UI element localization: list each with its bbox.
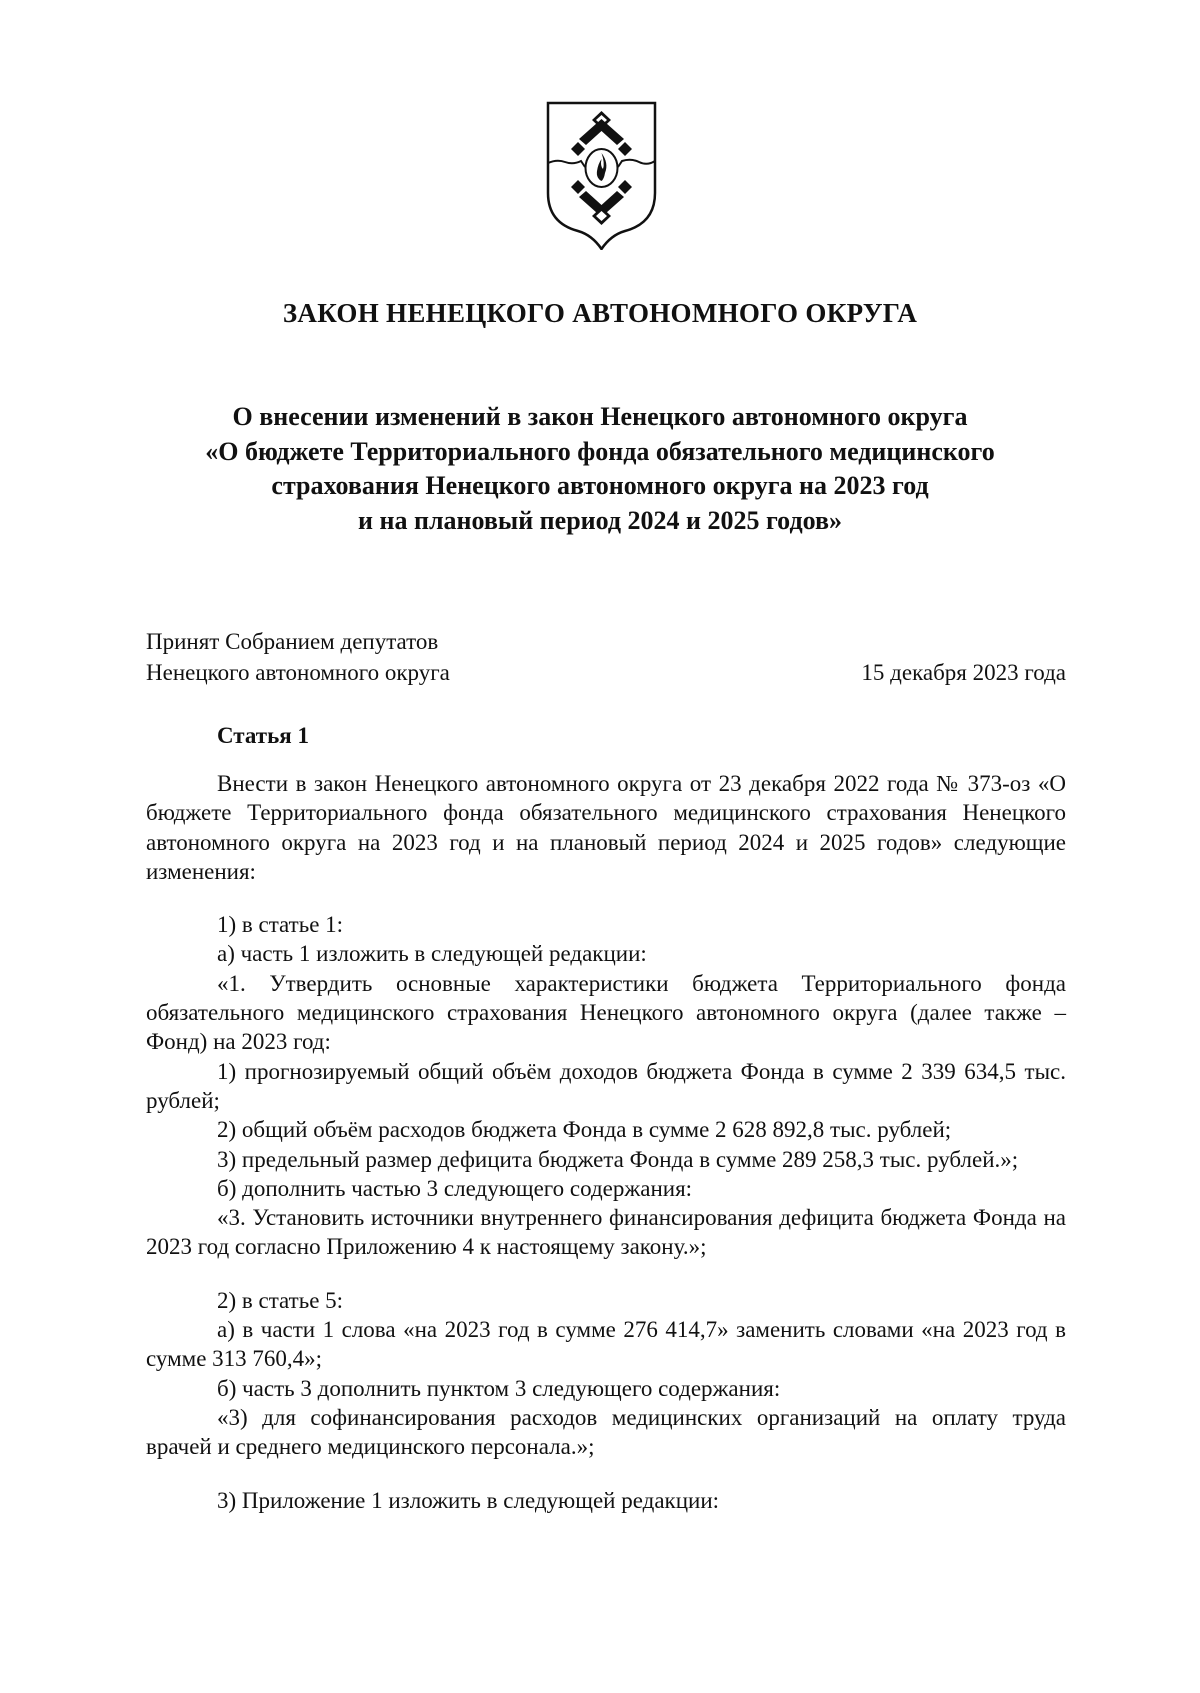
nenets-coat-of-arms-icon bbox=[545, 101, 658, 250]
adopted-by-line-1: Принят Собранием депутатов bbox=[146, 629, 439, 654]
article-paragraph: «3) для софинансирования расходов медицинских организаций на оплату труда врачей и среднего медицинского персонала.»; bbox=[146, 1404, 1066, 1460]
article-paragraph: 2) в статье 5: bbox=[217, 1287, 344, 1313]
article-paragraph: 1) прогнозируемый общий объём доходов бюджета Фонда в сумме 2 339 634,5 тыс. рублей; bbox=[146, 1058, 1066, 1113]
article-body bbox=[146, 769, 1066, 1515]
adoption-block bbox=[146, 626, 1066, 688]
law-header: ЗАКОН НЕНЕЦКОГО АВТОНОМНОГО ОКРУГА bbox=[282, 298, 918, 328]
article-paragraph: а) часть 1 изложить в следующей редакции: bbox=[217, 941, 647, 967]
article-paragraph: 3) Приложение 1 изложить в следующей редакции: bbox=[217, 1487, 720, 1513]
article-paragraph: Внести в закон Ненецкого автономного округа от 23 декабря 2022 года № 373-оз «О бюджете Территориального фонда обязательного медицинского страхования Ненецкого автономного округа на 2023 год и на плановый период 2024 и 2025 годов» следующие изменения: bbox=[146, 771, 1066, 884]
article-paragraph: 3) предельный размер дефицита бюджета Фонда в сумме 289 258,3 тыс. рублей.»; bbox=[217, 1146, 1019, 1172]
law-title-line: О внесении изменений в закон Ненецкого автономного округа bbox=[232, 402, 968, 431]
law-title-line: «О бюджете Территориального фонда обязательного медицинского bbox=[205, 436, 995, 466]
law-title-line: и на плановый период 2024 и 2025 годов» bbox=[358, 505, 842, 535]
law-title-line: страхования Ненецкого автономного округа на 2023 год bbox=[271, 471, 929, 500]
article-paragraph: «3. Установить источники внутреннего финансирования дефицита бюджета Фонда на 2023 год согласно Приложению 4 к настоящему закону.»; bbox=[146, 1205, 1066, 1260]
article-paragraph: б) часть 3 дополнить пунктом 3 следующего содержания: bbox=[217, 1375, 781, 1401]
article-paragraph: 1) в статье 1: bbox=[217, 912, 344, 938]
article-paragraph: а) в части 1 слова «на 2023 год в сумме 276 414,7» заменить словами «на 2023 год в сумме 313 760,4»; bbox=[146, 1317, 1066, 1372]
article-paragraph: «1. Утвердить основные характеристики бюджета Территориального фонда обязательного медицинского страхования Ненецкого автономного округа (далее также – Фонд) на 2023 год: bbox=[146, 970, 1066, 1055]
article-paragraph: б) дополнить частью 3 следующего содержания: bbox=[217, 1175, 693, 1201]
article-paragraph: 2) общий объём расходов бюджета Фонда в сумме 2 628 892,8 тыс. рублей; bbox=[217, 1117, 952, 1143]
article-heading: Статья 1 bbox=[217, 723, 309, 748]
adopted-by-line-2: Ненецкого автономного округа bbox=[146, 660, 450, 685]
law-title bbox=[150, 400, 1050, 538]
adoption-date: 15 декабря 2023 года bbox=[861, 660, 1066, 685]
